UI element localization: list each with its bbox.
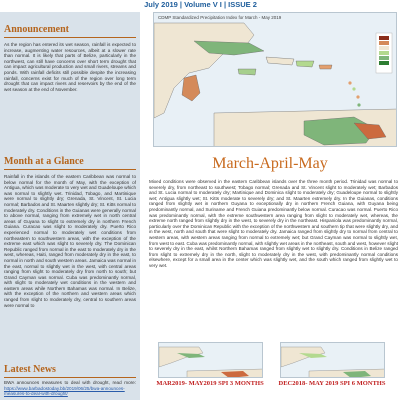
latest-news-sentence: BWA announces measures to deal with drought, read more: [4,380,136,385]
caribbean-map-graphic [154,13,397,147]
spi-6-month-thumbnail [280,342,385,378]
spi-6-month-caption: DEC2018- MAY 2019 SPI 6 MONTHS [278,380,386,387]
latest-rule [4,377,136,378]
issue-line: July 2019 | Volume V I | ISSUE 2 [144,0,257,9]
month-rule [4,169,136,170]
map-title: CDMP Standardized Precipitation Index for March - May 2019 [158,15,282,20]
month-at-a-glance-title: Month at a Glance [4,156,84,167]
announcement-title: Announcement [4,24,70,35]
sidebar [0,12,140,400]
latest-news-text [4,380,136,400]
main-body-text: Mixed conditions were observed in the eastern Caribbean islands over the three month period. Trinidad was normal to severely dry, from northeast to southwest; Tobago normal; Grenada and St. Vincent slight to moderately wet; Barbados and St. Lucia normal to moderately dry; Martinique and Dominica slight to moderately dry; Guadeloupe normal to slightly wet; Antigua slightly wet; St. Kitts moderate to severely dry; and St. Maarten extremely dry. In the Guianas, conditions ranged from slightly wet in northern Guyana to exceptionally dry in northern French Guiana, with Guyana being predominantly normal, and Suriname and French Guiana predominantly below normal. Curacao was normal. Puerto Rico was predominantly normal, with the extreme southwestern area ranging from slight to moderately wet, whereas, the extreme north ranged from slightly dry in the west, to severely dry in the northeast. Hispaniola was predominantly normal, particularly over the Dominican Republic with the exception of the northwestern and southern tip that were slightly dry, and in the west, north and south that were slight to moderately dry. Jamaica ranged from slightly dry to normal from central to western areas, with western areas ranging from normal to extremely wet; but Grand Cayman was normal to slightly wet, from west to east. Cuba was predominantly normal, with slightly wet areas in the northeast, south and west, however slight to severely dry in the east, whilst Northern Bahamas ranged from slightly wet to slightly dry. Conditions in Belize ranged from slight to extremely dry in the north, slight to moderately dry in the west, with predominantly normal conditions elsewhere, except for a small area in the center which was slightly wet, and the south which ranged from slightly wet to very wet. [149,179,398,268]
spi-3-map-graphic [159,343,263,378]
spi-map [153,12,397,147]
month-text: Rainfall in the islands of the eastern Caribbean was normal to below normal for the month of May, with the exception of Antigua, which was moderate to very wet and Guadeloupe which was normal to slightly wet. Trinidad, Tobago, and Martinique were normal to slightly dry; Grenada, St. Vincent, St. Lucia normal; Barbados and St. Maarten slightly dry; St. Kitts normal to moderately dry. Conditions in the Guianas were generally normal to above normal, ranging from extremely wet in north central areas of Guyana to slight to extremely dry in northern French Guiana. Curacao was slight to moderately dry. Puerto Rico experienced normal to moderately wet conditions from northeastern to southwestern areas, with the exception of the extreme east which was slight to severely dry. The Dominican Republic ranged from normal in the east to moderately dry in the west, whereas, Haiti, ranged from moderately dry in the east, to normal in north and south western areas. Jamaica was normal in the east, normal to slightly wet in the west, with central areas ranging from slight to moderately dry from north to south; but Grand Cayman was normal. Cuba was predominantly normal, with slight to moderately wet conditions in the western and eastern areas while Northern Bahamas was normal. In Belize, with the exception of the northern and western areas which ranged from slight to moderately dry, central to southern areas were normal to [4,174,136,308]
spi-6-map-graphic [281,343,385,378]
announcement-text: As the region has entered its wet season, rainfall is expected to increase, augmenting water resources, albeit at a slower rate than normal. It is likely that parts of Belize, particularly in the northwest, can still have concerns over short term drought that can impact agricultural production and small rivers, streams and ponds. With rainfall deficits still possible despite the increasing rainfall, concerns exist for much of the region over long term drought that can impact rivers and reservoirs by the end of the wet season at the end of November. [4,42,136,92]
header-bar [0,0,401,12]
spi-3-month-caption: MAR2019- MAY2019 SPI 3 MONTHS [156,380,264,387]
main-heading: March-April-May [212,155,328,172]
announcement-rule [4,37,136,38]
latest-news-link[interactable]: https://www.barbadostoday.bb/2019/06/25/bwa-announces-measures-to-deal-with-drought/ [4,385,125,397]
spi-3-month-thumbnail [158,342,263,378]
latest-news-title: Latest News [4,364,56,375]
